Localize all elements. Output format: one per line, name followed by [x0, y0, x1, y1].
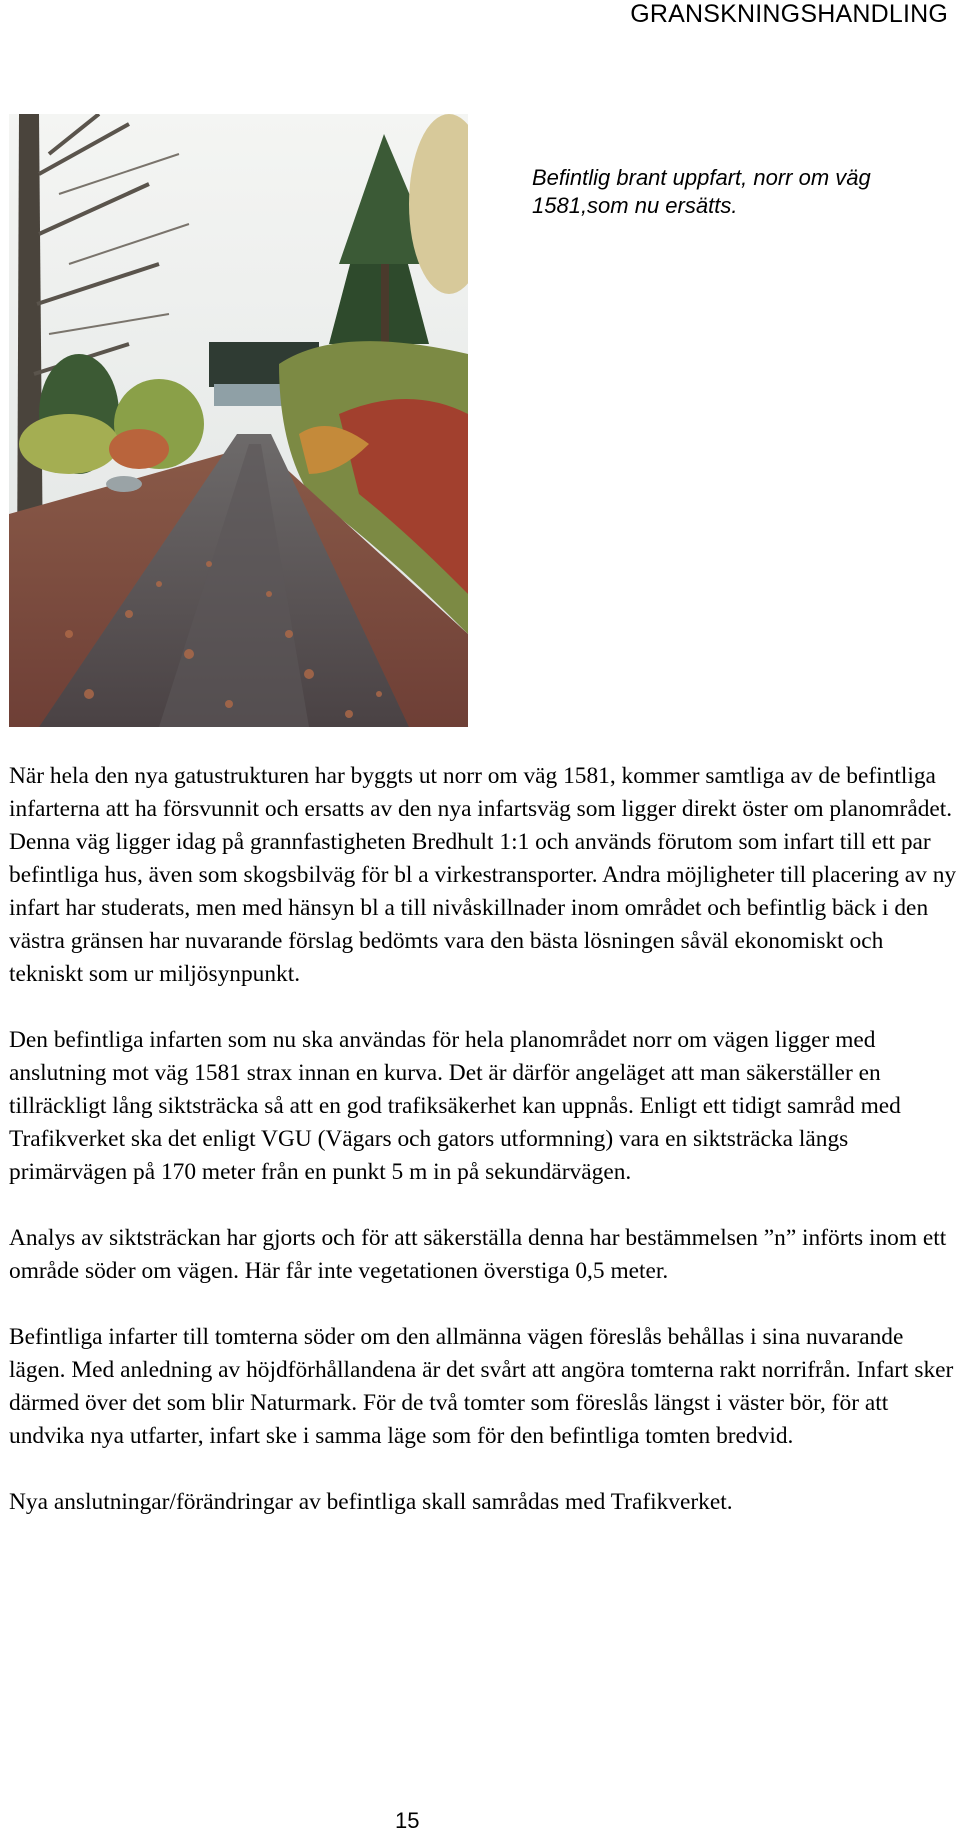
- body-text: [9, 760, 959, 1552]
- figure-caption: [532, 164, 932, 220]
- page-number: 15: [395, 1808, 420, 1833]
- paragraph: Befintliga infarter till tomterna söder om den allmänna vägen föreslås behållas i sina nuvarande lägen. Med anledning av höjdförhållandena är det svårt att angöra tomterna rakt norrifrån. Infart sker därmed över det som blir Naturmark. För de två tomter som föreslås längst i väster bör, för att undvika nya utfarter, infart ske i samma läge som för den befintliga tomten bredvid.: [9, 1324, 954, 1449]
- road-photo-illustration: [9, 114, 468, 727]
- figure-caption-line: Befintlig brant uppfart, norr om väg: [532, 165, 871, 190]
- road-photo: [9, 114, 468, 727]
- figure-caption-line: 1581,som nu ersätts.: [532, 193, 738, 218]
- document-status-header: GRANSKNINGSHANDLING: [630, 0, 948, 28]
- paragraph: Nya anslutningar/förändringar av befintliga skall samrådas med Trafikverket.: [9, 1489, 733, 1515]
- paragraph: När hela den nya gatustrukturen har byggts ut norr om väg 1581, kommer samtliga av de befintliga infarterna att ha försvunnit och ersatts av den nya infartsväg som ligger direkt öster om planområdet. Denna väg ligger idag på grannfastigheten Bredhult 1:1 och används förutom som infart till ett par befintliga hus, även som skogsbilväg för bl a virkestransporter. Andra möjligheter till placering av ny infart har studerats, men med hänsyn bl a till nivåskillnader inom området och befintlig bäck i den västra gränsen har nuvarande förslag bedömts vara den bästa lösningen såväl ekonomiskt och tekniskt som ur miljösynpunkt.: [9, 763, 957, 987]
- paragraph: Analys av siktsträckan har gjorts och för att säkerställa denna har bestämmelsen ”n” införts inom ett område söder om vägen. Här får inte vegetationen överstiga 0,5 meter.: [9, 1225, 947, 1284]
- paragraph: Den befintliga infarten som nu ska användas för hela planområdet norr om vägen ligger med anslutning mot väg 1581 strax innan en kurva. Det är därför angeläget att man säkerställer en tillräckligt lång siktsträcka så att en god trafiksäkerhet kan uppnås. Enligt ett tidigt samråd med Trafikverket ska det enligt VGU (Vägars och gators utformning) vara en siktsträcka längs primärvägen på 170 meter från en punkt 5 m in på sekundärvägen.: [9, 1027, 901, 1185]
